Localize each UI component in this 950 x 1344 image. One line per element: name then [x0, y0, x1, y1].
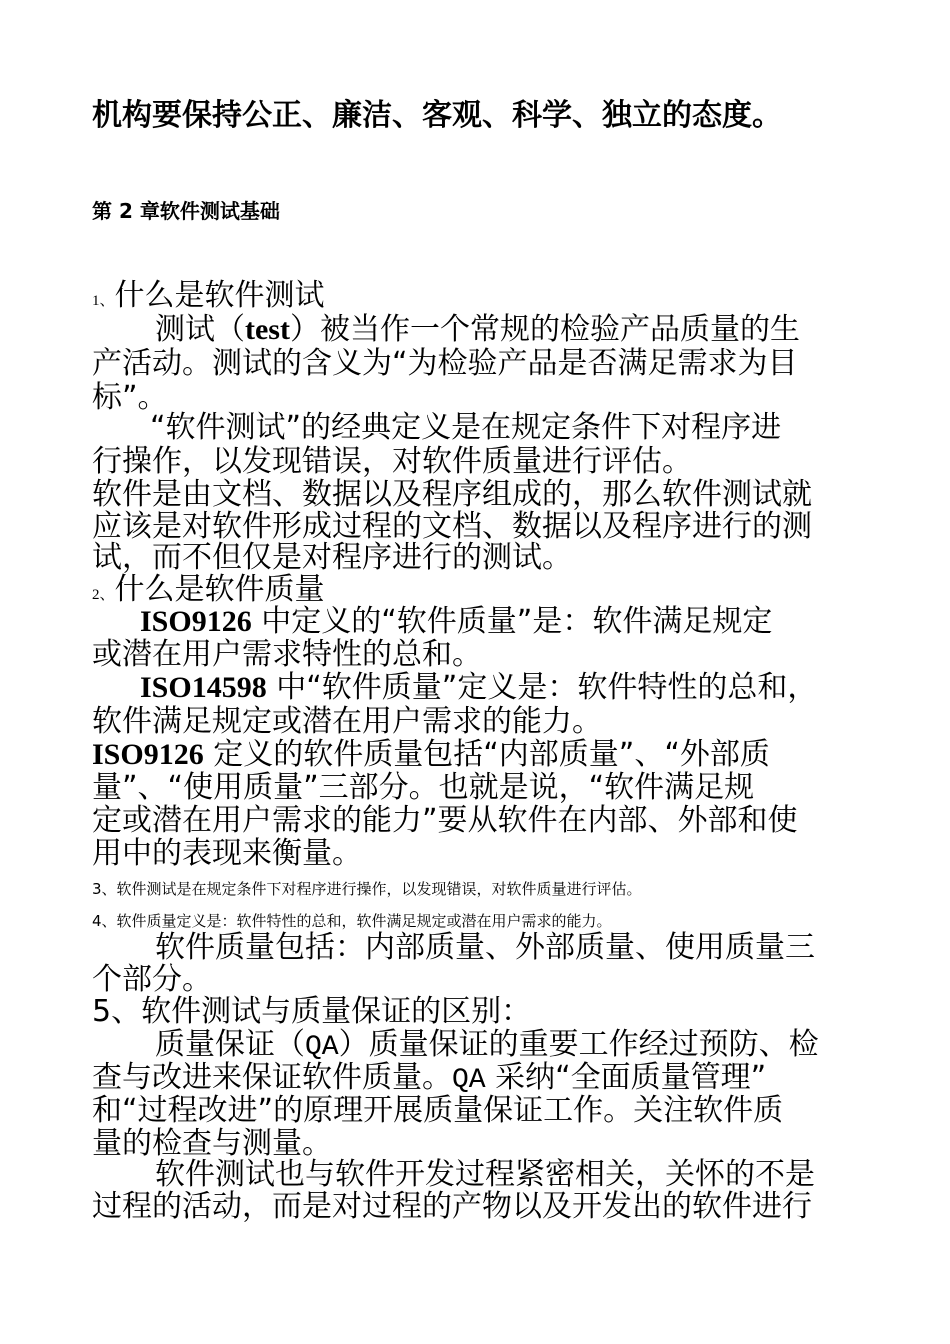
section-number: 1、	[92, 293, 115, 309]
paragraph-line: ISO9126 中定义的“软件质量”是：软件满足规定	[140, 604, 773, 639]
intro-line: 机构要保持公正、廉洁、客观、科学、独立的态度。	[92, 98, 782, 133]
paragraph-line: 测试（test）被当作一个常规的检验产品质量的生	[155, 312, 800, 347]
paragraph-line: 产活动。测试的含义为“为检验产品是否满足需求为目	[92, 346, 798, 381]
paragraph-line: 过程的活动，而是对过程的产物以及开发出的软件进行	[92, 1189, 812, 1224]
paragraph-line: 软件是由文档、数据以及程序组成的，那么软件测试就	[92, 477, 812, 512]
paragraph-line: 应该是对软件形成过程的文档、数据以及程序进行的测	[92, 509, 812, 544]
note-line-3: 3、软件测试是在规定条件下对程序进行操作，以发现错误，对软件质量进行评估。	[92, 880, 642, 898]
paragraph-line: 标”。	[92, 380, 168, 415]
section-heading-2: 2、什么是软件质量	[92, 572, 325, 607]
paragraph-line: 质量保证（QA）质量保证的重要工作经过预防、检	[155, 1027, 819, 1063]
paragraph-line: 个部分。	[92, 962, 212, 997]
paragraph-line: 定或潜在用户需求的能力”要从软件在内部、外部和使	[92, 803, 798, 838]
note-line-4: 4、软件质量定义是：软件特性的总和，软件满足规定或潜在用户需求的能力。	[92, 912, 612, 930]
paragraph-line: 软件满足规定或潜在用户需求的能力。	[92, 704, 602, 739]
paragraph-line: 查与改进来保证软件质量。QA 采纳“全面质量管理”	[92, 1060, 767, 1096]
paragraph-line: 和“过程改进”的原理开展质量保证工作。关注软件质	[92, 1093, 784, 1128]
paragraph-line: 软件测试也与软件开发过程紧密相关，关怀的不是	[155, 1157, 815, 1192]
paragraph-line: 用中的表现来衡量。	[92, 836, 362, 871]
paragraph-line: 或潜在用户需求特性的总和。	[92, 637, 482, 672]
paragraph-line: “软件测试”的经典定义是在规定条件下对程序进	[150, 410, 782, 445]
chapter-heading: 第 2 章软件测试基础	[92, 199, 280, 223]
paragraph-line: 量”、“使用质量”三部分。也就是说，“软件满足规	[92, 770, 755, 805]
paragraph-line: 行操作，以发现错误，对软件质量进行评估。	[92, 444, 692, 479]
section-heading-5: 5、软件测试与质量保证的区别：	[92, 994, 532, 1029]
paragraph-line: ISO9126 定义的软件质量包括“内部质量”、“外部质	[92, 737, 770, 772]
paragraph-line: 试，而不但仅是对程序进行的测试。	[92, 540, 572, 575]
paragraph-line: 量的检查与测量。	[92, 1126, 332, 1161]
section-number: 2、	[92, 587, 115, 603]
paragraph-line: 软件质量包括：内部质量、外部质量、使用质量三	[155, 930, 815, 965]
section-heading-1: 1、什么是软件测试	[92, 278, 325, 313]
paragraph-line: ISO14598 中“软件质量”定义是：软件特性的总和，	[140, 670, 818, 705]
